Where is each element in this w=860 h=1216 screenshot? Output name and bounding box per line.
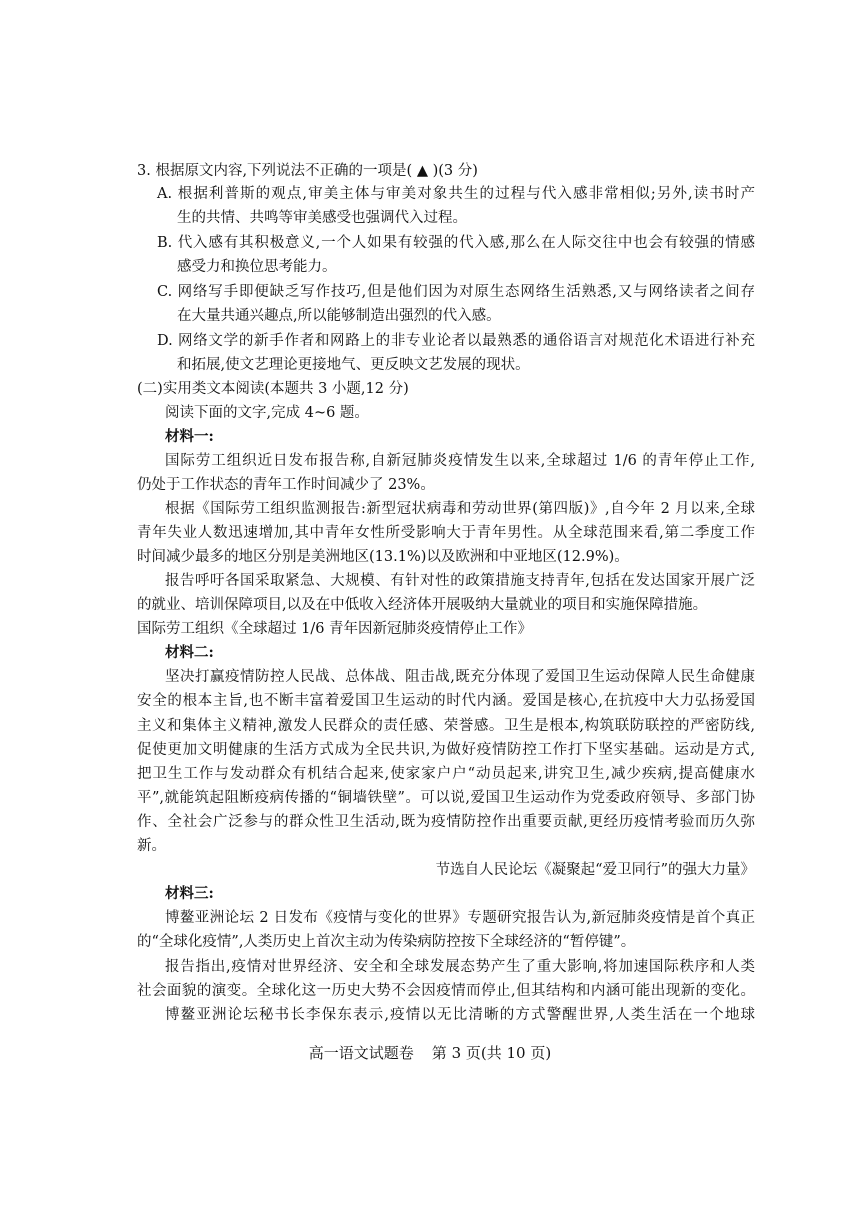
- material-1-paragraph: 仍处于工作状态的青年工作时间减少了 23%。: [137, 477, 435, 493]
- material-1-title: 材料一:: [165, 428, 214, 445]
- option-d-line-2: 和拓展,使文艺理论更接地气、更反映文艺发展的现状。: [177, 357, 530, 373]
- material-3-paragraph: 社会面貌的演变。全球化这一历史大势不会因疫情而停止,但其结构和内涵可能出现新的变化。: [137, 983, 755, 999]
- material-2-paragraph: 促使更加文明健康的生活方式成为全民共识,为做好疫情防控工作打下坚实基础。运动是方式,: [137, 742, 755, 758]
- material-2-paragraph: 安全的根本主旨,也不断丰富着爱国卫生运动的时代内涵。爱国是核心,在抗疫中大力弘扬爱国: [137, 693, 755, 709]
- page-number: 第 3 页(共 10 页): [431, 1044, 552, 1062]
- option-d-line-1: D. 网络文学的新手作者和网路上的非专业论者以最熟悉的通俗语言对规范化术语进行补充: [157, 333, 755, 349]
- option-c-line-1: C. 网络写手即便缺乏写作技巧,但是他们因为对原生态网络生活熟悉,又与网络读者之间存: [157, 284, 755, 300]
- material-1-paragraph: 报告呼吁各国采取紧急、大规模、有针对性的政策措施支持青年,包括在发达国家开展广泛: [165, 573, 755, 589]
- material-1-paragraph: 国际劳工组织近日发布报告称,自新冠肺炎疫情发生以来,全球超过 1/6 的青年停止工作,: [165, 453, 755, 469]
- material-2-paragraph: 新。: [137, 838, 166, 854]
- reading-instruction: 阅读下面的文字,完成 4~6 题。: [165, 405, 369, 421]
- material-3-paragraph: 报告指出,疫情对世界经济、安全和全球发展态势产生了重大影响,将加速国际秩序和人类: [165, 959, 755, 975]
- question-3-stem: 3. 根据原文内容,下列说法不正确的一项是( ▲ )(3 分): [137, 163, 478, 179]
- material-2-paragraph: 把卫生工作与发动群众有机结合起来,使家家户户“动员起来,讲究卫生,减少疾病,提高健康水: [137, 766, 755, 782]
- material-1-paragraph: 青年失业人数迅速增加,其中青年女性所受影响大于青年男性。从全球范围来看,第二季度工作: [137, 525, 755, 541]
- material-2-paragraph: 主义和集体主义精神,激发人民群众的责任感、荣誉感。卫生是根本,构筑联防联控的严密防线,: [137, 718, 755, 734]
- option-b-line-1: B. 代入感有其积极意义,一个人如果有较强的代入感,那么在人际交往中也会有较强的情感: [157, 235, 755, 251]
- section-heading: (二)实用类文本阅读(本题共 3 小题,12 分): [137, 381, 409, 397]
- material-1-paragraph: 时间减少最多的地区分别是美洲地区(13.1%)以及欧洲和中亚地区(12.9%)。: [137, 549, 629, 565]
- material-2-source: 节选自人民论坛《凝聚起“爱卫同行”的强大力量》: [435, 862, 755, 878]
- option-a-line-1: A. 根据利普斯的观点,审美主体与审美对象共生的过程与代入感非常相似;另外,读书时产: [157, 186, 755, 202]
- exam-title: 高一语文试题卷: [308, 1044, 414, 1062]
- material-3-paragraph: 博鳌亚洲论坛 2 日发布《疫情与变化的世界》专题研究报告认为,新冠肺炎疫情是首个真正: [165, 910, 755, 926]
- material-2-paragraph: 坚决打赢疫情防控人民战、总体战、阻击战,既充分体现了爱国卫生运动保障人民生命健康: [165, 669, 755, 685]
- material-3-paragraph: 的“全球化疫情”,人类历史上首次主动为传染病防控按下全球经济的“暂停键”。: [137, 934, 636, 950]
- material-2-paragraph: 平”,就能筑起阻断疫病传播的“铜墙铁壁”。可以说,爱国卫生运动作为党委政府领导、多部门协: [137, 790, 755, 806]
- option-b-line-2: 感受力和换位思考能力。: [177, 259, 337, 275]
- option-a-line-2: 生的共情、共鸣等审美感受也强调代入过程。: [177, 210, 467, 226]
- material-3-paragraph: 博鳌亚洲论坛秘书长李保东表示,疫情以无比清晰的方式警醒世界,人类生活在一个地球: [165, 1007, 755, 1023]
- material-1-paragraph: 的就业、培训保障项目,以及在中低收入经济体开展吸纳大量就业的项目和实施保障措施。: [137, 597, 708, 613]
- material-2-paragraph: 作、全社会广泛参与的群众性卫生活动,既为疫情防控作出重要贡献,更经历疫情考验而历久弥: [137, 814, 755, 830]
- option-c-line-2: 在大量共通兴趣点,所以能够制造出强烈的代入感。: [177, 308, 501, 324]
- page-footer: [0, 1043, 860, 1063]
- material-2-title: 材料二:: [165, 644, 214, 661]
- material-1-paragraph: 根据《国际劳工组织监测报告:新型冠状病毒和劳动世界(第四版)》,自今年 2 月以来,全球: [165, 501, 755, 517]
- material-3-title: 材料三:: [165, 885, 214, 902]
- material-1-source: 国际劳工组织《全球超过 1/6 青年因新冠肺炎疫情停止工作》: [137, 621, 533, 637]
